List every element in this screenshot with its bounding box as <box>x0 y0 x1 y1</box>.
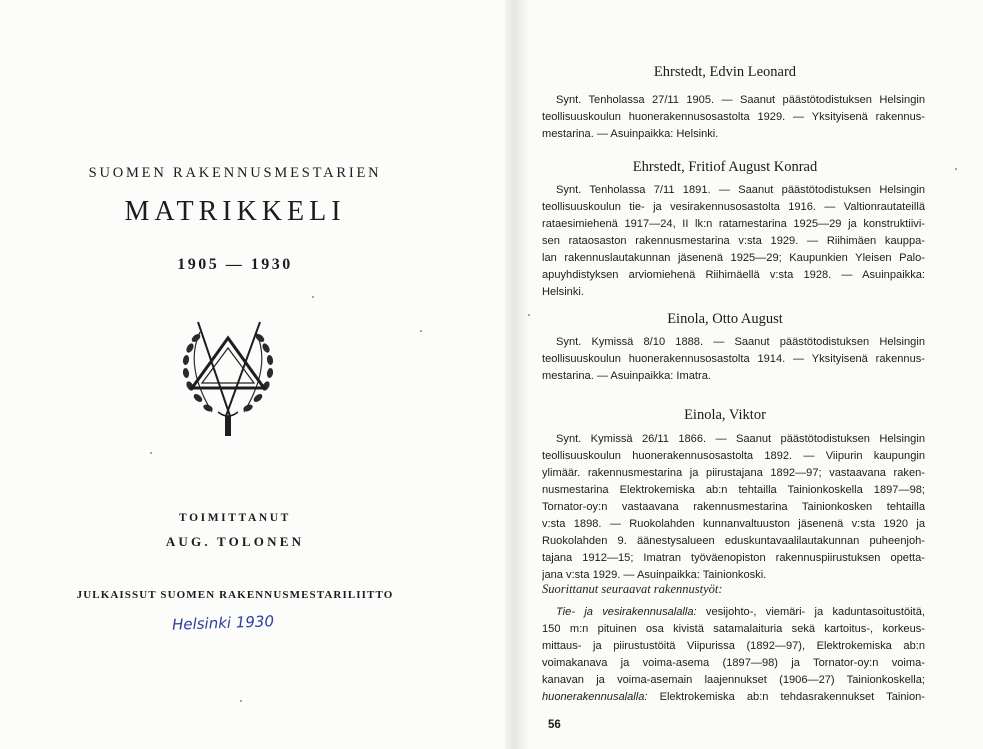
works-line: mittaus- ja piirustustöitä Viipurissa (1892—97), Elektrokemiska ab:n <box>542 640 925 652</box>
works-category: huonerakennusalalla: <box>542 691 648 703</box>
scan-speck <box>528 314 530 316</box>
works-line <box>542 604 925 621</box>
scan-speck <box>240 700 242 702</box>
entry-body <box>542 92 925 143</box>
entry-body <box>542 182 925 301</box>
entry-line: mestarina. — Asuinpaikka: Helsinki. <box>542 128 719 140</box>
entry-line: sen rataosaston rakennusmestarina v:sta 1929. — Riihimäen kauppa- <box>542 235 925 247</box>
entry-name: Ehrstedt, Edvin Leonard <box>653 64 797 80</box>
scan-speck <box>312 296 314 298</box>
entry-line: mestarina. — Asuinpaikka: Imatra. <box>542 370 711 382</box>
book-gutter <box>505 0 527 749</box>
entry-name: Ehrstedt, Fritiof August Konrad <box>632 159 818 175</box>
handwritten-note: Helsinki 1930 <box>171 612 275 634</box>
page-number: 56 <box>548 719 561 731</box>
entry-body <box>542 431 925 584</box>
scan-speck <box>420 330 422 332</box>
entry-line: rataesimiehenä 1917—24, II lk:n ratamestarina 1925—29 ja konstruktiivi- <box>542 218 925 230</box>
works-category: Tie- ja vesirakennusalalla: <box>556 606 697 618</box>
scan-speck <box>150 452 152 454</box>
society-heading: SUOMEN RAKENNUSMESTARIEN <box>88 165 382 181</box>
works-line: 150 m:n pituinen osa kivistä satamalaituria sekä kartoitus-, korkeus- <box>542 623 925 635</box>
entry-line: teollisuuskoulun huonerakennusosastolta 1929. — Yksityisenä rakennus- <box>542 111 925 123</box>
entry-body <box>542 334 925 385</box>
entry-line: tajana 1912—15; Imatran työväenopiston rakennuspiirustuksen opetta- <box>542 552 925 564</box>
entry-line: Ruokolahden 9. äänestysalueen eduskuntavaalilautakunnan puheenjoh- <box>542 535 925 547</box>
entry-line: apuyhdistyksen arviomiehenä Riihimäellä v:sta 1928. — Asuinpaikka: <box>542 269 925 281</box>
entry-line: Synt. Tenholassa 27/11 1905. — Saanut päästötodistuksen Helsingin <box>556 94 925 106</box>
entry-line: Tornator-oy:n vastaavana rakennusmestarina Tainionkosken tehtailla <box>542 501 925 513</box>
entry-line: v:sta 1898. — Ruokolahden kunnanvaltuuston jäsenenä v:sta 1920 ja <box>542 518 925 530</box>
works-body <box>542 604 925 706</box>
entry-line: nusmestarina Elektrokemiska ab:n tehtailla Tainionkoskella 1897—98; <box>542 484 925 496</box>
entry-line: Helsinki. <box>542 286 584 298</box>
entry-name: Einola, Otto August <box>667 311 783 327</box>
works-heading: Suorittanut seuraavat rakennustyöt: <box>542 582 723 596</box>
works-text: Elektrokemiska ab:n tehdasrakennukset Tainion- <box>647 691 925 703</box>
entry-line: ylimäär. rakennusmestarina ja piirustajana 1892—97; vastaavana raken- <box>542 467 925 479</box>
works-text: vesijohto-, viemäri- ja kaduntasoitustöitä, <box>696 606 925 618</box>
entry-line: teollisuuskoulun huonerakennusosastolta 1892. — Viipurin kaupungin <box>542 450 925 462</box>
entry-line: teollisuuskoulun tie- ja vesirakennusosastolta 1916. — Valtionrautateillä <box>542 201 925 213</box>
entry-line: Synt. Tenholassa 7/11 1891. — Saanut päästötodistuksen Helsingin <box>556 184 925 196</box>
works-line: kanavan ja voima-asemain laajennukset (1906—27) Tainionkoskella; <box>542 674 925 686</box>
editor-label: TOIMITTANUT <box>179 512 291 524</box>
entry-line: Synt. Kymissä 8/10 1888. — Saanut päästötodistuksen Helsingin <box>556 336 925 348</box>
entry-line: lan rakennuslautakunnan jäsenenä 1925—29; Kaupunkien Yleisen Palo- <box>542 252 925 264</box>
editor-name: AUG. TOLONEN <box>165 534 305 549</box>
publisher-line: JULKAISSUT SUOMEN RAKENNUSMESTARILIITTO <box>76 589 394 601</box>
scan-speck <box>955 168 957 170</box>
entry-line: jana v:sta 1929. — Asuinpaikka: Tainionkoski. <box>542 569 767 581</box>
works-line <box>542 689 925 706</box>
works-line: voimakanava ja voima-asema (1897—98) ja Tornator-oy:n voima- <box>542 657 925 669</box>
entry-line: teollisuuskoulun huonerakennusosastolta 1914. — Yksityisenä rakennus- <box>542 353 925 365</box>
masonic-emblem-icon <box>178 316 278 438</box>
book-title: MATRIKKELI <box>124 196 346 227</box>
year-range: 1905 — 1930 <box>177 256 293 273</box>
entry-name: Einola, Viktor <box>684 407 766 423</box>
entry-line: Synt. Kymissä 26/11 1866. — Saanut päästötodistuksen Helsingin <box>556 433 925 445</box>
